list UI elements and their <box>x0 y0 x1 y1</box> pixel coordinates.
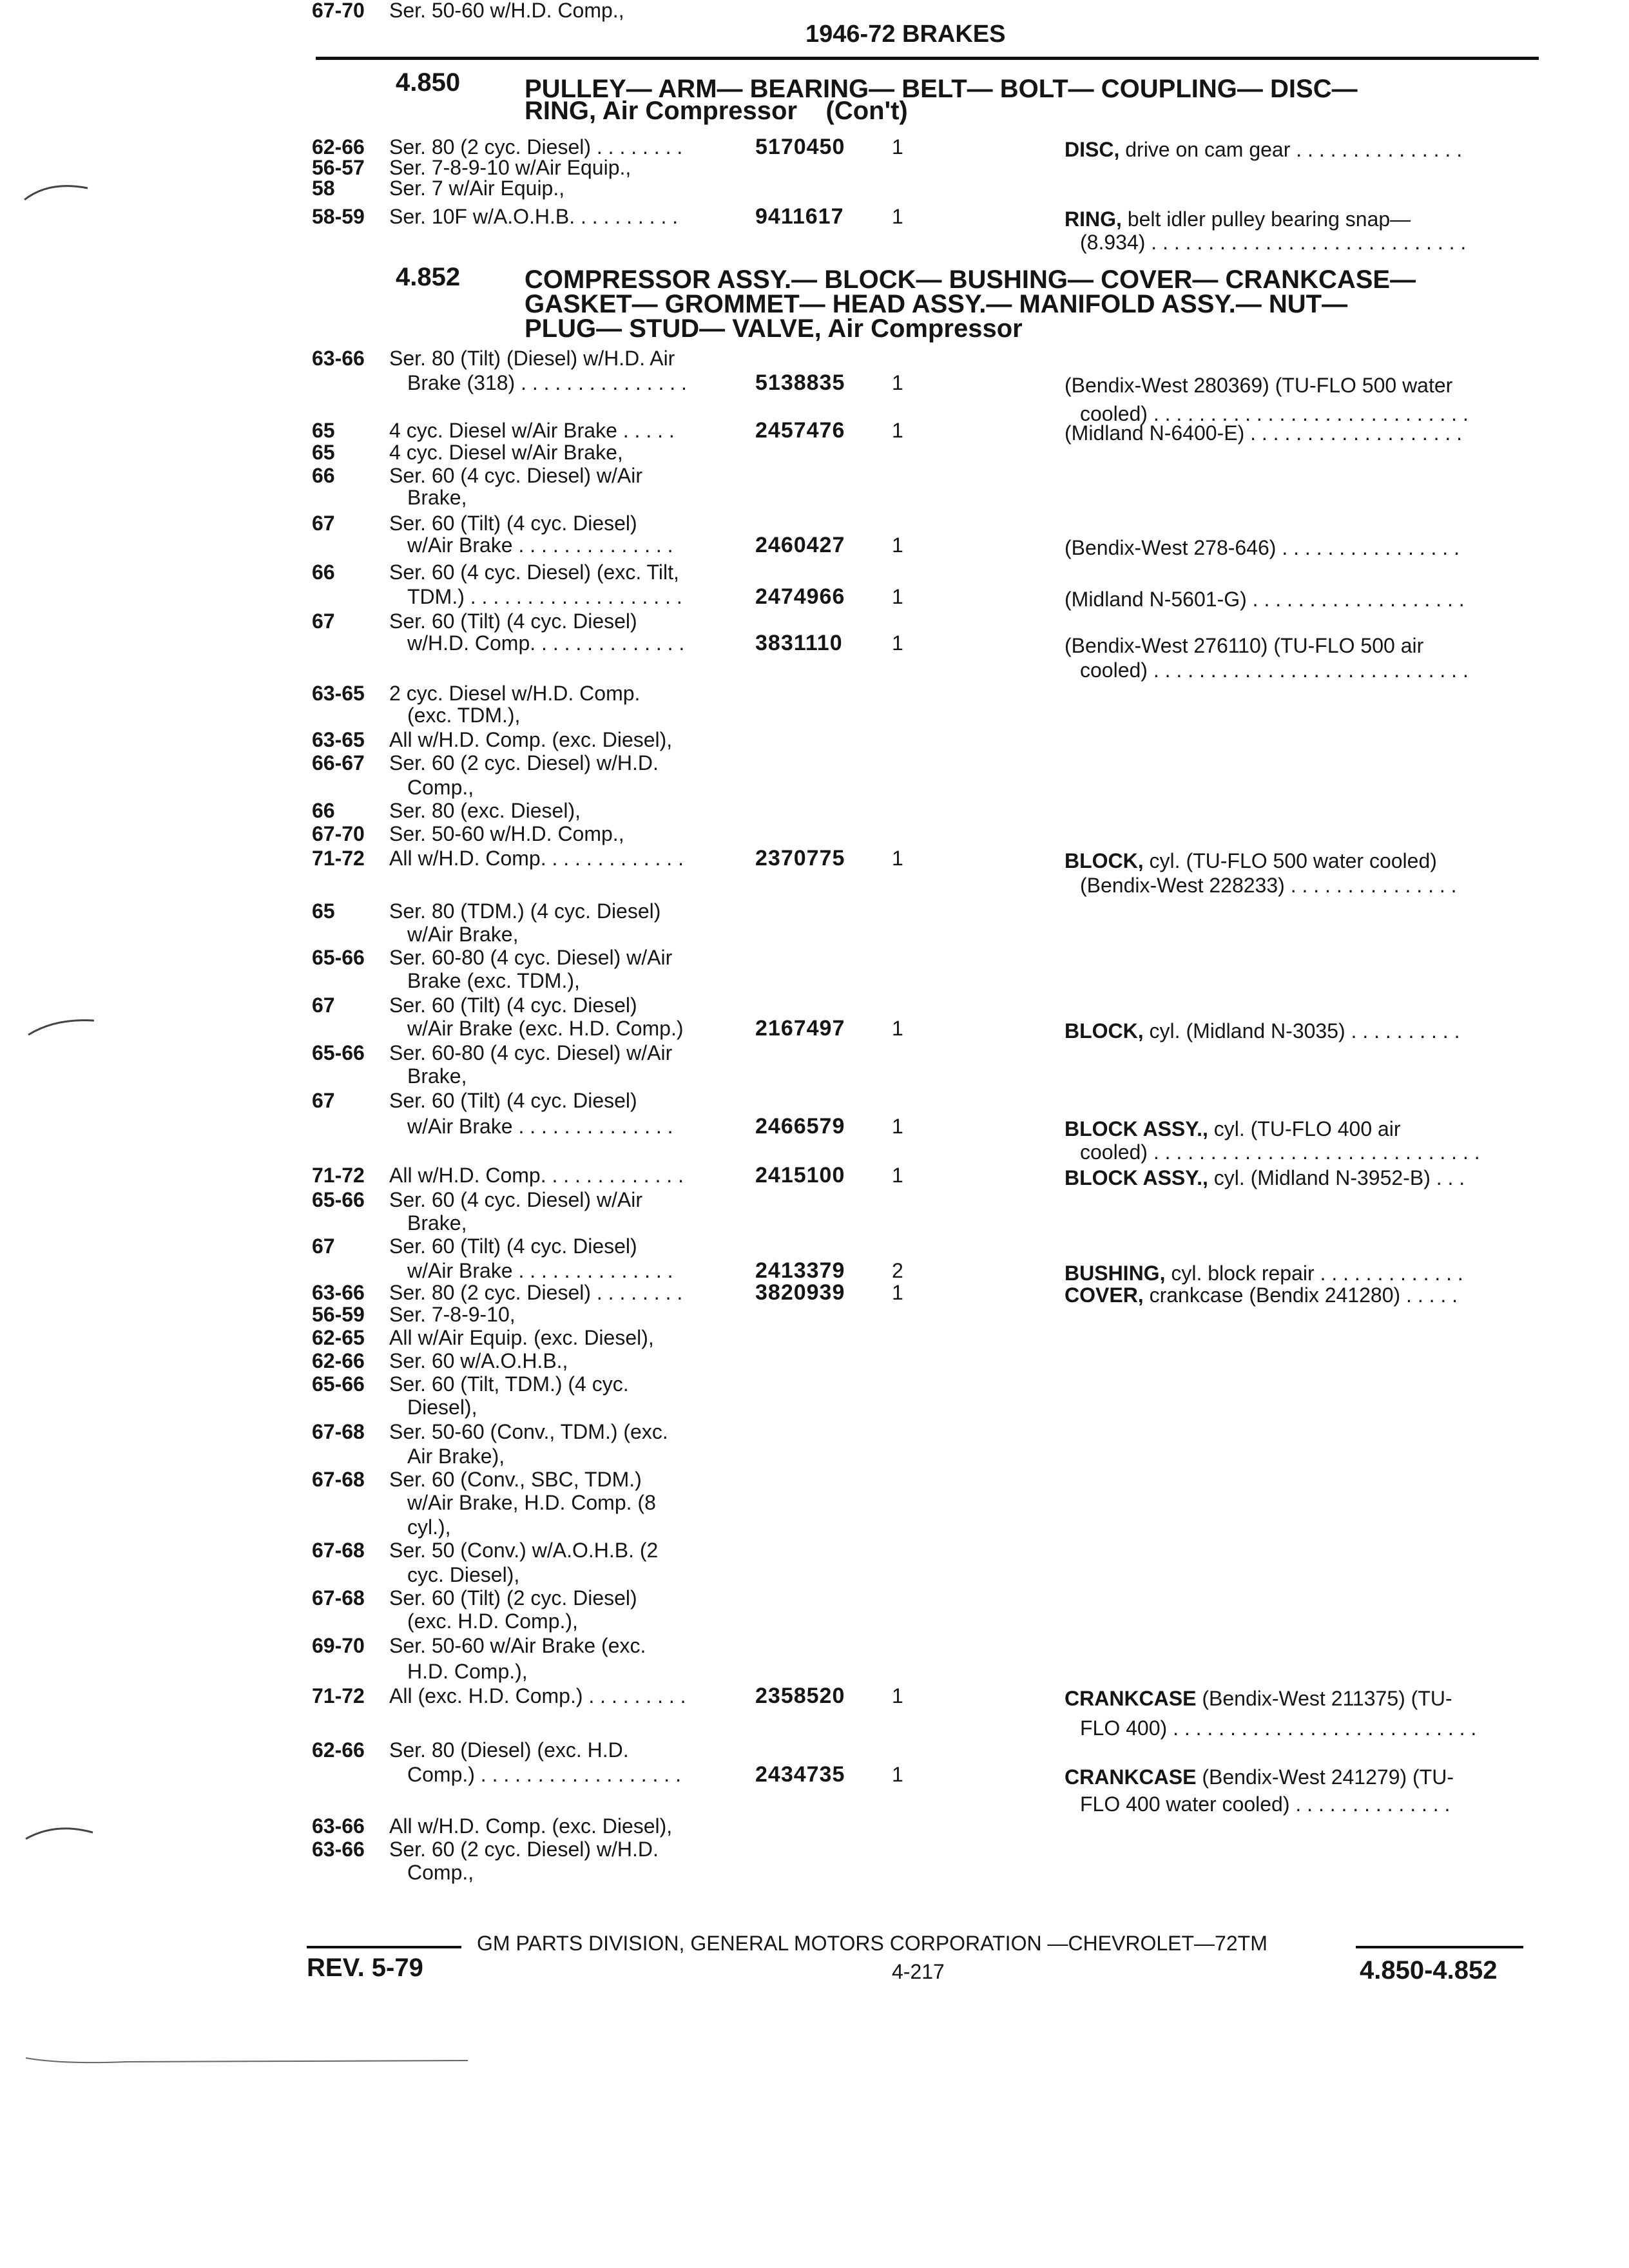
part-description-text: (Bendix-West 280369) (TU-FLO 500 water <box>1065 374 1453 397</box>
part-description-text: (Bendix-West 278-646) . . . . . . . . . . . . . . . . <box>1065 536 1460 559</box>
application-description: w/Air Brake, H.D. Comp. (8 <box>407 1491 656 1514</box>
part-description-text: cooled) . . . . . . . . . . . . . . . . . . . . . . . . . . . . <box>1080 402 1469 425</box>
part-number: 2358520 <box>755 1684 845 1708</box>
part-description <box>1080 1142 1480 1162</box>
model-year: 56-57 <box>312 156 365 179</box>
part-description <box>1080 1718 1476 1738</box>
model-year: 71-72 <box>312 1164 365 1187</box>
part-description <box>1065 1263 1463 1283</box>
application-description: 2 cyc. Diesel w/H.D. Comp. <box>389 682 641 705</box>
application-description: Ser. 10F w/A.O.H.B. . . . . . . . . . <box>389 205 679 228</box>
quantity: 1 <box>892 533 903 557</box>
part-description-text: crankcase (Bendix 241280) . . . . . <box>1143 1283 1458 1307</box>
footer-division: GM PARTS DIVISION, GENERAL MOTORS CORPORATION —CHEVROLET—72TM <box>477 1932 1268 1955</box>
part-description <box>1065 139 1462 160</box>
part-number: 5170450 <box>755 135 845 159</box>
application-description: w/Air Brake (exc. H.D. Comp.) <box>407 1017 684 1040</box>
part-description <box>1065 1168 1465 1188</box>
application-description: Ser. 80 (Diesel) (exc. H.D. <box>389 1738 629 1762</box>
part-name: BLOCK ASSY., <box>1065 1117 1208 1140</box>
application-description: Ser. 60 (4 cyc. Diesel) (exc. Tilt, <box>389 561 679 584</box>
application-description: cyc. Diesel), <box>407 1563 520 1586</box>
application-description: Ser. 50-60 w/H.D. Comp., <box>389 822 624 845</box>
application-description: Ser. 50-60 w/H.D. Comp., <box>389 0 624 22</box>
application-description: Ser. 60 (Tilt) (4 cyc. Diesel) <box>389 1089 637 1112</box>
scan-mark <box>23 2049 474 2068</box>
application-description: Brake, <box>407 486 467 509</box>
part-description <box>1080 1794 1450 1814</box>
part-description <box>1080 875 1457 896</box>
application-description: Ser. 60 (4 cyc. Diesel) w/Air <box>389 464 642 487</box>
part-description-text: cyl. (TU-FLO 500 water cooled) <box>1143 849 1437 872</box>
application-description: Ser. 60 (Tilt, TDM.) (4 cyc. <box>389 1372 629 1396</box>
part-name: RING, <box>1065 207 1122 231</box>
application-description: TDM.) . . . . . . . . . . . . . . . . . . . <box>407 585 682 608</box>
part-description <box>1065 1688 1452 1709</box>
quantity: 1 <box>892 847 903 870</box>
model-year: 67 <box>312 994 335 1017</box>
model-year: 65 <box>312 419 335 442</box>
quantity: 1 <box>892 585 903 608</box>
model-year: 65-66 <box>312 1188 365 1211</box>
part-description-text: cyl. (Midland N-3952-B) . . . <box>1208 1166 1465 1189</box>
application-description: w/H.D. Comp. . . . . . . . . . . . . . <box>407 631 685 655</box>
model-year: 58-59 <box>312 205 365 228</box>
application-description: Ser. 60 (Conv., SBC, TDM.) <box>389 1468 642 1491</box>
application-description: All w/Air Equip. (exc. Diesel), <box>389 1326 654 1349</box>
model-year: 63-66 <box>312 1281 365 1304</box>
scan-mark <box>23 174 113 213</box>
part-number: 3820939 <box>755 1280 845 1305</box>
application-description: 4 cyc. Diesel w/Air Brake, <box>389 441 623 464</box>
model-year: 67-68 <box>312 1539 365 1562</box>
part-description-text: cooled) . . . . . . . . . . . . . . . . . . . . . . . . . . . . . <box>1080 1140 1480 1164</box>
footer-rule-left <box>307 1946 461 1948</box>
part-name: CRANKCASE <box>1065 1687 1197 1710</box>
application-description: Ser. 60 (4 cyc. Diesel) w/Air <box>389 1188 642 1211</box>
quantity: 1 <box>892 419 903 442</box>
application-description: Ser. 50-60 (Conv., TDM.) (exc. <box>389 1420 668 1443</box>
application-description: (exc. TDM.), <box>407 704 521 727</box>
page-header-title: 1946-72 BRAKES <box>805 21 1006 48</box>
section-title: GASKET— GROMMET— HEAD ASSY.— MANIFOLD ASSY.— NUT— <box>525 290 1348 318</box>
part-description <box>1065 375 1452 396</box>
part-description <box>1065 850 1437 871</box>
footer-rule-right <box>1356 1946 1523 1948</box>
quantity: 1 <box>892 1164 903 1187</box>
part-description-text: drive on cam gear . . . . . . . . . . . . . . . <box>1119 138 1463 161</box>
part-description-text: cyl. (Midland N-3035) . . . . . . . . . . <box>1143 1019 1460 1043</box>
part-description <box>1065 537 1460 558</box>
footer-revision: REV. 5-79 <box>307 1954 423 1982</box>
part-name: BLOCK ASSY., <box>1065 1166 1208 1189</box>
application-description: All w/H.D. Comp. . . . . . . . . . . . . <box>389 1164 684 1187</box>
part-name: DISC, <box>1065 138 1120 161</box>
model-year: 62-66 <box>312 1349 365 1372</box>
model-year: 66 <box>312 561 335 584</box>
quantity: 2 <box>892 1259 903 1282</box>
part-description <box>1080 660 1469 680</box>
quantity: 1 <box>892 371 903 394</box>
part-number: 2434735 <box>755 1762 845 1787</box>
footer-page-number: 4-217 <box>892 1960 945 1983</box>
part-description <box>1065 589 1465 610</box>
model-year: 62-66 <box>312 1738 365 1762</box>
quantity: 1 <box>892 1684 903 1707</box>
application-description: H.D. Comp.), <box>407 1660 528 1683</box>
model-year: 65 <box>312 899 335 923</box>
model-year: 67-70 <box>312 0 365 22</box>
application-description: Ser. 60 (Tilt) (2 cyc. Diesel) <box>389 1586 637 1610</box>
application-description: cyl.), <box>407 1515 451 1539</box>
application-description: w/Air Brake . . . . . . . . . . . . . . <box>407 1259 673 1282</box>
part-number: 2415100 <box>755 1163 845 1187</box>
application-description: Brake (exc. TDM.), <box>407 969 580 992</box>
model-year: 63-65 <box>312 682 365 705</box>
part-description <box>1065 1119 1401 1139</box>
part-description-text: FLO 400) . . . . . . . . . . . . . . . . . . . . . . . . . . . <box>1080 1716 1477 1740</box>
part-description-text: (Bendix-West 211375) (TU- <box>1196 1687 1452 1710</box>
model-year: 67-68 <box>312 1586 365 1610</box>
application-description: Ser. 80 (2 cyc. Diesel) . . . . . . . . <box>389 1281 683 1304</box>
quantity: 1 <box>892 1281 903 1304</box>
model-year: 65-66 <box>312 1041 365 1064</box>
quantity: 1 <box>892 1017 903 1040</box>
application-description: Brake (318) . . . . . . . . . . . . . . . <box>407 371 687 394</box>
section-number: 4.850 <box>396 68 461 97</box>
part-description-text: (Bendix-West 276110) (TU-FLO 500 air <box>1065 634 1424 657</box>
application-description: All (exc. H.D. Comp.) . . . . . . . . . <box>389 1684 686 1707</box>
model-year: 58 <box>312 177 335 200</box>
model-year: 62-66 <box>312 135 365 159</box>
part-name: BLOCK, <box>1065 1019 1144 1043</box>
application-description: Ser. 80 (2 cyc. Diesel) . . . . . . . . <box>389 135 683 159</box>
part-number: 2167497 <box>755 1016 845 1041</box>
part-number: 2457476 <box>755 418 845 443</box>
application-description: Ser. 60-80 (4 cyc. Diesel) w/Air <box>389 1041 673 1064</box>
application-description: Comp.) . . . . . . . . . . . . . . . . . . <box>407 1763 681 1786</box>
model-year: 63-66 <box>312 347 365 370</box>
application-description: Ser. 60 w/A.O.H.B., <box>389 1349 568 1372</box>
model-year: 69-70 <box>312 1634 365 1657</box>
part-number: 2413379 <box>755 1258 845 1283</box>
model-year: 65 <box>312 441 335 464</box>
model-year: 67 <box>312 512 335 535</box>
application-description: Ser. 60 (2 cyc. Diesel) w/H.D. <box>389 1838 659 1861</box>
quantity: 1 <box>892 135 903 159</box>
application-description: Ser. 60 (Tilt) (4 cyc. Diesel) <box>389 610 637 633</box>
model-year: 63-66 <box>312 1814 365 1838</box>
part-number: 2460427 <box>755 533 845 557</box>
model-year: 66-67 <box>312 751 365 774</box>
model-year: 71-72 <box>312 847 365 870</box>
section-title: PLUG— STUD— VALVE, Air Compressor <box>525 314 1023 343</box>
application-description: All w/H.D. Comp. (exc. Diesel), <box>389 1814 673 1838</box>
section-title: PULLEY— ARM— BEARING— BELT— BOLT— COUPLING— DISC— <box>525 75 1358 103</box>
application-description: Ser. 50-60 w/Air Brake (exc. <box>389 1634 646 1657</box>
application-description: w/Air Brake . . . . . . . . . . . . . . <box>407 1115 673 1138</box>
application-description: Diesel), <box>407 1396 477 1419</box>
part-number: 2474966 <box>755 584 845 609</box>
model-year: 67-68 <box>312 1468 365 1491</box>
application-description: 4 cyc. Diesel w/Air Brake . . . . . <box>389 419 675 442</box>
part-description <box>1065 1021 1460 1041</box>
model-year: 65-66 <box>312 946 365 969</box>
application-description: Ser. 60 (Tilt) (4 cyc. Diesel) <box>389 994 637 1017</box>
application-description: w/Air Brake, <box>407 923 519 946</box>
application-description: Brake, <box>407 1064 467 1088</box>
application-description: Ser. 80 (exc. Diesel), <box>389 799 581 822</box>
quantity: 1 <box>892 631 903 655</box>
part-description <box>1080 232 1466 253</box>
model-year: 67 <box>312 610 335 633</box>
part-description-text: cooled) . . . . . . . . . . . . . . . . . . . . . . . . . . . . <box>1080 658 1469 682</box>
model-year: 63-66 <box>312 1838 365 1861</box>
model-year: 67-70 <box>312 822 365 845</box>
footer-section-range: 4.850-4.852 <box>1360 1956 1498 1984</box>
section-number: 4.852 <box>396 263 461 291</box>
part-description-text: belt idler pulley bearing snap— <box>1121 207 1411 231</box>
quantity: 1 <box>892 1115 903 1138</box>
part-description-text: (8.934) . . . . . . . . . . . . . . . . . . . . . . . . . . . . <box>1080 231 1467 254</box>
application-description: Ser. 80 (TDM.) (4 cyc. Diesel) <box>389 899 661 923</box>
application-description: Comp., <box>407 1861 474 1884</box>
model-year: 71-72 <box>312 1684 365 1707</box>
part-description <box>1065 209 1411 229</box>
application-description: Ser. 7-8-9-10, <box>389 1303 516 1326</box>
application-description: Ser. 7-8-9-10 w/Air Equip., <box>389 156 631 179</box>
model-year: 67-68 <box>312 1420 365 1443</box>
model-year: 66 <box>312 464 335 487</box>
application-description: (exc. H.D. Comp.), <box>407 1610 578 1633</box>
application-description: Ser. 60 (Tilt) (4 cyc. Diesel) <box>389 512 637 535</box>
application-description: Ser. 60-80 (4 cyc. Diesel) w/Air <box>389 946 673 969</box>
application-description: Comp., <box>407 776 474 799</box>
application-description: Air Brake), <box>407 1445 505 1468</box>
scan-mark <box>23 1005 113 1044</box>
application-description: Brake, <box>407 1211 467 1235</box>
part-name: COVER, <box>1065 1283 1144 1307</box>
part-description-text: cyl. block repair . . . . . . . . . . . . . <box>1165 1262 1463 1285</box>
part-name: BLOCK, <box>1065 849 1144 872</box>
part-description-text: (Midland N-6400-E) . . . . . . . . . . . . . . . . . . . <box>1065 421 1463 445</box>
part-description-text: (Midland N-5601-G) . . . . . . . . . . . . . . . . . . . <box>1065 588 1465 611</box>
part-description <box>1065 1285 1458 1305</box>
scan-mark <box>23 1811 113 1849</box>
section-title: RING, Air Compressor (Con't) <box>525 97 908 125</box>
model-year: 66 <box>312 799 335 822</box>
quantity: 1 <box>892 205 903 228</box>
model-year: 56-59 <box>312 1303 365 1326</box>
application-description: All w/H.D. Comp. (exc. Diesel), <box>389 728 673 751</box>
application-description: Ser. 60 (Tilt) (4 cyc. Diesel) <box>389 1235 637 1258</box>
application-description: All w/H.D. Comp. . . . . . . . . . . . . <box>389 847 684 870</box>
part-description <box>1065 1767 1454 1787</box>
application-description: Ser. 50 (Conv.) w/A.O.H.B. (2 <box>389 1539 659 1562</box>
part-description <box>1065 423 1462 443</box>
part-number: 9411617 <box>755 204 844 229</box>
quantity: 1 <box>892 1763 903 1786</box>
part-description <box>1065 635 1423 656</box>
part-description-text: cyl. (TU-FLO 400 air <box>1208 1117 1401 1140</box>
part-number: 3831110 <box>755 631 843 655</box>
model-year: 65-66 <box>312 1372 365 1396</box>
model-year: 67 <box>312 1235 335 1258</box>
part-number: 2370775 <box>755 846 845 870</box>
part-number: 5138835 <box>755 370 845 395</box>
part-description-text: (Bendix-West 228233) . . . . . . . . . . . . . . . <box>1080 874 1457 897</box>
header-rule <box>316 57 1539 60</box>
application-description: Ser. 7 w/Air Equip., <box>389 177 565 200</box>
part-name: BUSHING, <box>1065 1262 1166 1285</box>
part-description-text: (Bendix-West 241279) (TU- <box>1196 1765 1454 1789</box>
part-number: 2466579 <box>755 1114 845 1139</box>
application-description: Ser. 80 (Tilt) (Diesel) w/H.D. Air <box>389 347 675 370</box>
model-year: 67 <box>312 1089 335 1112</box>
model-year: 62-65 <box>312 1326 365 1349</box>
section-title: COMPRESSOR ASSY.— BLOCK— BUSHING— COVER— CRANKCASE— <box>525 265 1416 294</box>
part-description-text: FLO 400 water cooled) . . . . . . . . . . . . . . <box>1080 1792 1451 1816</box>
part-name: CRANKCASE <box>1065 1765 1197 1789</box>
application-description: w/Air Brake . . . . . . . . . . . . . . <box>407 533 673 557</box>
model-year: 63-65 <box>312 728 365 751</box>
application-description: Ser. 60 (2 cyc. Diesel) w/H.D. <box>389 751 659 774</box>
